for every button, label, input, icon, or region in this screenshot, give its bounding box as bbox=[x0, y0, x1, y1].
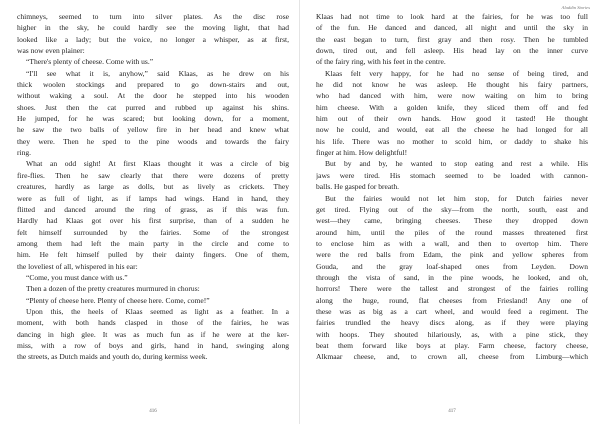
running-head: Aladdin Stories bbox=[561, 5, 590, 10]
text-line: were as full of light, as if lamps had wings. Hand in hand, they bbox=[17, 193, 289, 203]
text-line: along the huge, round, flat cheeses from Friesland! Any one of bbox=[316, 295, 588, 305]
text-line: miss, with a row of boys and girls, hand in hand, swinging along bbox=[17, 340, 289, 350]
text-line: they were. Then he sped to the pine woods and towards the fairy bbox=[17, 136, 289, 146]
left-page-number: 416 bbox=[149, 409, 157, 414]
text-line: horrors! There were the tallest and strongest of the fairies rolling bbox=[316, 284, 588, 294]
text-line: “I'll see what it is, anyhow,” said Klaas, as he drew on his bbox=[26, 68, 289, 78]
text-line: around him, until the piles of the round masses threatened first bbox=[316, 227, 588, 237]
text-line: ring. bbox=[17, 148, 32, 158]
text-line: the loveliest of all, whispered in his ear: bbox=[17, 261, 138, 271]
left-page bbox=[0, 0, 296, 424]
text-line: him. He felt himself pulled by their dainty fingers. One of them, bbox=[17, 250, 289, 260]
text-line: with hoops. They shouted hilariously, as, with a pine stick, they bbox=[316, 329, 588, 339]
text-line: his life. There was no mother to scold him, or daddy to shake his bbox=[316, 136, 588, 146]
text-line: he did not know he was asleep. He thought his fairy partners, bbox=[316, 80, 588, 90]
text-line: who had danced with him, were now waiting on him to bring bbox=[316, 91, 588, 101]
left-page-body bbox=[17, 11, 289, 363]
text-line: of the fun. He danced and danced, all night and until the sky in bbox=[316, 23, 588, 33]
text-line: “There's plenty of cheese. Come with us.” bbox=[26, 57, 154, 67]
text-line: fairies trundled the heavy discs along, as if they were playing bbox=[316, 318, 588, 328]
text-line: shoes. Just then the cat purred and rubbed up against his shins. bbox=[17, 102, 289, 112]
text-line: the streets, as Dutch maids and youth do, during kermiss week. bbox=[17, 352, 208, 362]
text-line: these was as big as a cart wheel, and would feed a regiment. The bbox=[316, 306, 588, 316]
text-line: “Come, you must dance with us.” bbox=[26, 272, 128, 282]
text-line: to enclose him as with a wall, and then to overtop him. There bbox=[316, 238, 588, 248]
text-line: He jumped, for he was scared; but looking down, for a moment, bbox=[17, 114, 289, 124]
text-line: Klaas felt very happy, for he had no sense of being tired, and bbox=[325, 68, 588, 78]
text-line: among them had left the main party in the circle and come to bbox=[17, 238, 289, 248]
text-line: fire-flies. Then he saw clearly that there were dozens of pretty bbox=[17, 170, 289, 180]
right-page bbox=[304, 0, 600, 424]
text-line: west—they came, bringing cheeses. These they dropped down bbox=[316, 216, 588, 226]
text-line: beat them forward like boys at play. Farm cheese, factory cheese, bbox=[316, 340, 588, 350]
text-line: chimneys, seemed to turn into silver plates. As the disc rose bbox=[17, 12, 289, 21]
text-line: creatures, hardly as large as dolls, but as lively as crickets. They bbox=[17, 182, 289, 192]
text-line: Alkmaar cheese, and, to crown all, cheese from Limburg—which bbox=[316, 352, 588, 362]
text-line: felt himself surrounded by the fairies. Some of the strongest bbox=[17, 227, 289, 237]
text-line: finger at him. How delightful! bbox=[316, 148, 408, 158]
text-line: But by and by, he wanted to stop eating and rest a while. His bbox=[325, 159, 588, 169]
text-line: balls. He gasped for breath. bbox=[316, 182, 399, 192]
text-line: without waking a soul. At the door he stepped into his wooden bbox=[17, 91, 289, 101]
text-line: Then a dozen of the pretty creatures murmured in chorus: bbox=[26, 284, 200, 294]
text-line: Gouda, and the gray loaf-shaped ones from Leyden. Down bbox=[316, 261, 588, 271]
text-line: he saw the two balls of yellow fire in her head and knew what bbox=[17, 125, 289, 135]
text-line: moment, with both hands clasped in those of the fairies, he was bbox=[17, 318, 289, 328]
text-line: get tired. Flying out of the sky—from the north, south, east and bbox=[316, 204, 588, 214]
text-line: Klaas had not time to look hard at the fairies, for he was too full bbox=[316, 12, 588, 21]
page-gutter bbox=[299, 0, 300, 424]
text-line: Upon this, the heels of Klaas seemed as light as a feather. In a bbox=[26, 306, 289, 316]
text-line: higher in the sky, he could hardly see the moving light, that had bbox=[17, 23, 289, 33]
text-line: now he could, and would, eat all the cheese he had longed for all bbox=[316, 125, 588, 135]
text-line: down, tired out, and fell asleep. His head lay on the inner curve bbox=[316, 46, 588, 56]
text-line: him out of their own hands. How good it tasted! He thought bbox=[316, 114, 588, 124]
text-line: “Plenty of cheese here. Plenty of cheese here. Come, come!” bbox=[26, 295, 210, 305]
text-line: the east began to turn, first gray and then rosy. Then he tumbled bbox=[316, 34, 588, 44]
right-page-body bbox=[316, 11, 588, 363]
text-line: was now even plainer: bbox=[17, 46, 85, 56]
text-line: Hardly had Klaas got over his first surprise, than of a sudden he bbox=[17, 216, 289, 226]
right-page-number: 417 bbox=[448, 409, 456, 414]
text-line: What an odd sight! At first Klaas thought it was a circle of big bbox=[26, 159, 289, 169]
text-line: dancing in high glee. It was as much fun as if he were at the ker- bbox=[17, 329, 289, 339]
text-line: were the red balls from Edam, the pink and yellow spheres from bbox=[316, 250, 588, 260]
text-line: looked like a lady; but the voice, no longer a whisper, as at first, bbox=[17, 34, 289, 44]
text-line: But the fairies would not let him stop, for Dutch fairies never bbox=[325, 193, 588, 203]
text-line: him cheese. With a golden knife, they sliced them off and fed bbox=[316, 102, 588, 112]
text-line: thick woolen stockings and prepared to go down-stairs and out, bbox=[17, 80, 289, 90]
text-line: of the fairy ring, with his feet in the centre. bbox=[316, 57, 446, 67]
text-line: flitted and danced around the ring of grass, as if this was fun. bbox=[17, 204, 289, 214]
text-line: jaws were tired. His stomach seemed to be loaded with cannon- bbox=[316, 170, 588, 180]
text-line: through the vista of sand, in the pine woods, he looked, and oh, bbox=[316, 272, 588, 282]
